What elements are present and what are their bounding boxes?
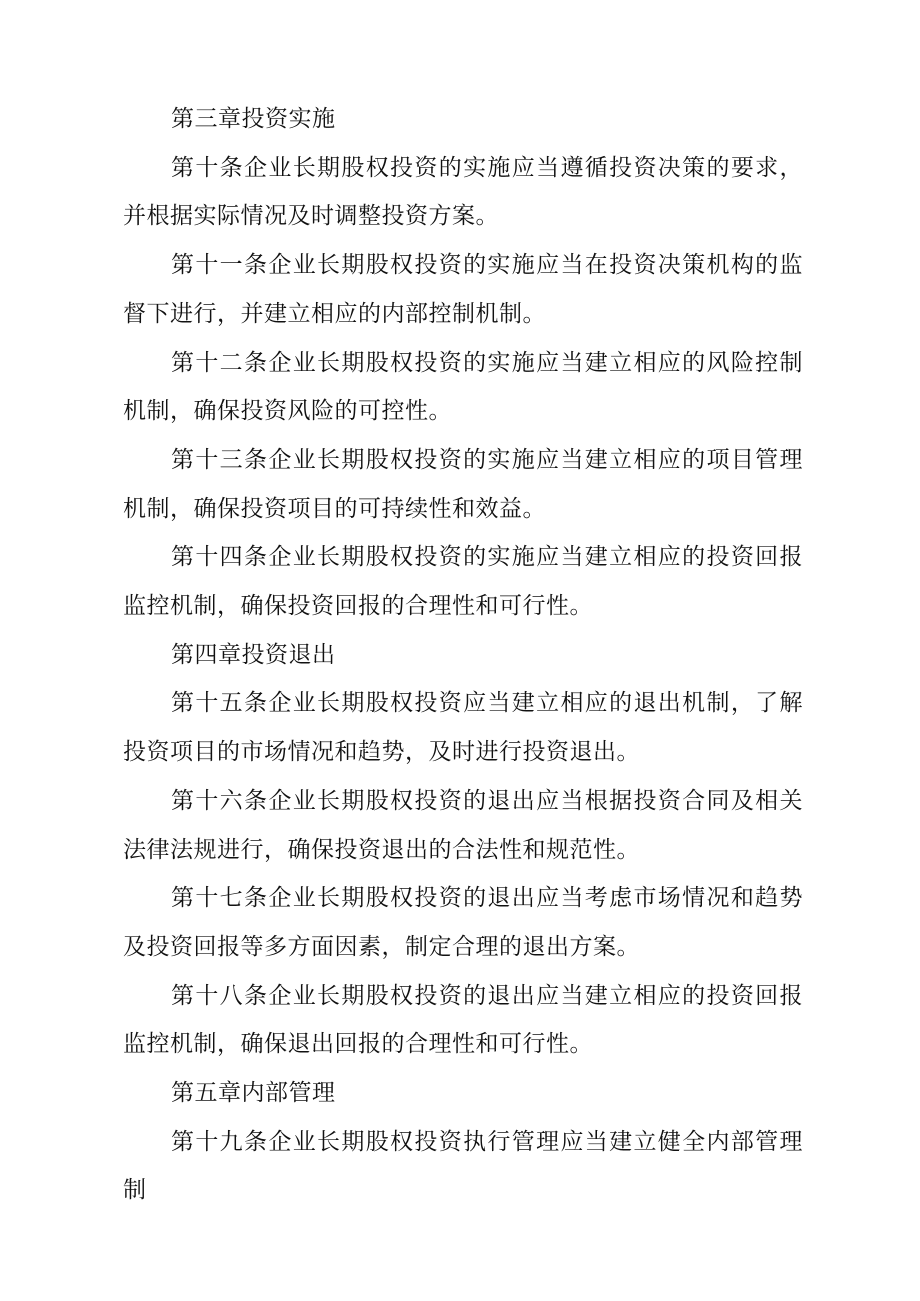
chapter-heading: 第五章内部管理 — [171, 1080, 336, 1107]
article-paragraph: 第十三条企业长期股权投资的实施应当建立相应的项目管理机制，确保投资项目的可持续性和效益。 — [123, 446, 803, 522]
chapter-heading: 第三章投资实施 — [171, 106, 336, 132]
article-paragraph: 第十九条企业长期股权投资执行管理应当建立健全内部管理制 — [123, 1128, 803, 1204]
article-paragraph: 第十二条企业长期股权投资的实施应当建立相应的风险控制机制，确保投资风险的可控性。 — [123, 349, 803, 425]
document-body — [123, 95, 803, 1215]
article-paragraph: 第十条企业长期股权投资的实施应当遵循投资决策的要求，并根据实际情况及时调整投资方案。 — [123, 154, 803, 230]
article-paragraph: 第十六条企业长期股权投资的退出应当根据投资合同及相关法律法规进行，确保投资退出的合法性和规范性。 — [123, 787, 803, 863]
chapter-heading: 第四章投资退出 — [171, 641, 336, 668]
article-paragraph: 第十八条企业长期股权投资的退出应当建立相应的投资回报监控机制，确保退出回报的合理性和可行性。 — [123, 982, 803, 1058]
article-paragraph: 第十四条企业长期股权投资的实施应当建立相应的投资回报监控机制，确保投资回报的合理性和可行性。 — [123, 544, 803, 620]
article-paragraph: 第十五条企业长期股权投资应当建立相应的退出机制，了解投资项目的市场情况和趋势，及时进行投资退出。 — [123, 690, 803, 766]
article-paragraph: 第十一条企业长期股权投资的实施应当在投资决策机构的监督下进行，并建立相应的内部控制机制。 — [123, 252, 803, 327]
article-paragraph: 第十七条企业长期股权投资的退出应当考虑市场情况和趋势及投资回报等多方面因素，制定合理的退出方案。 — [123, 885, 803, 960]
